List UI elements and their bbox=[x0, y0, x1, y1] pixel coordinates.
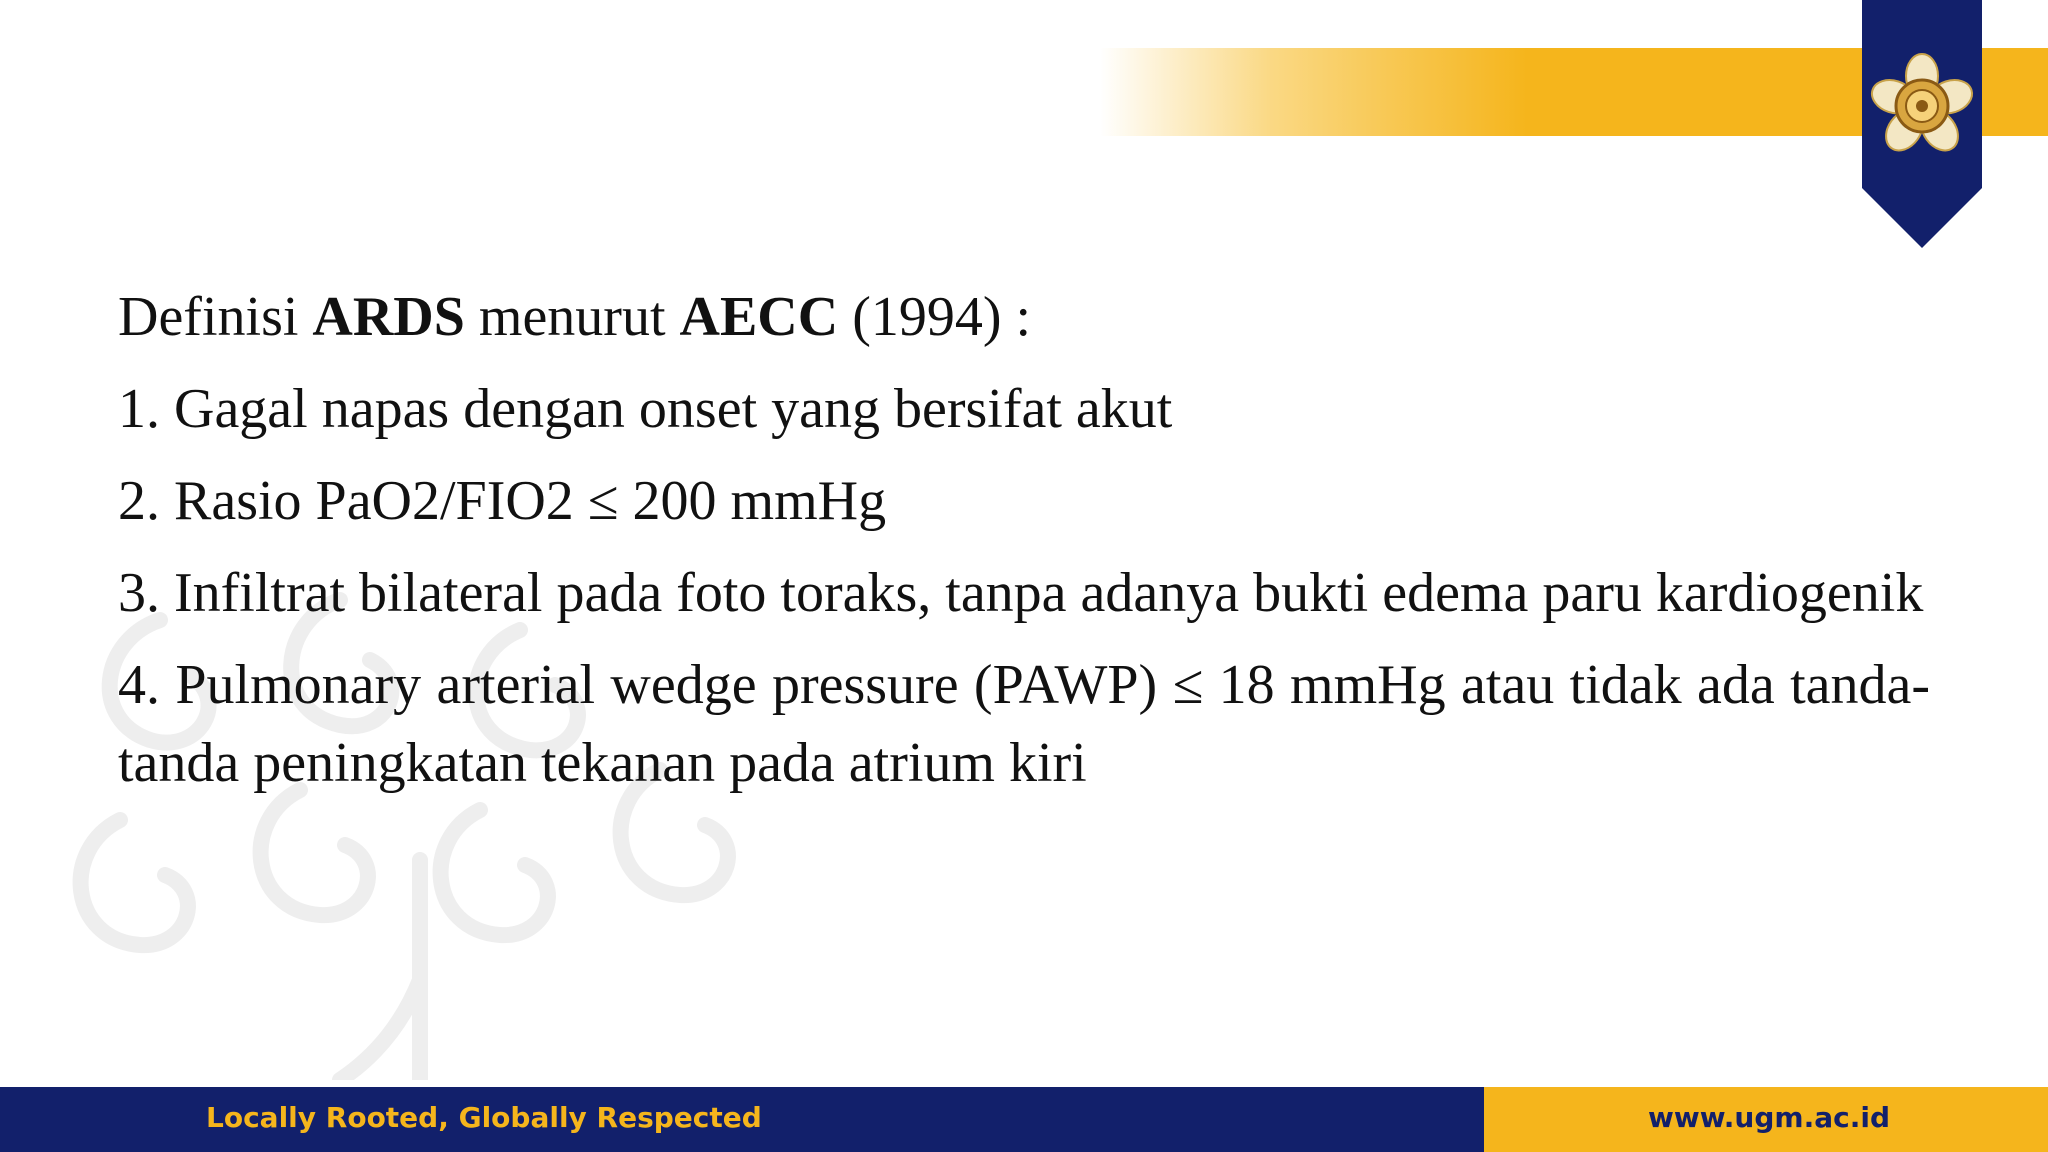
footer-left bbox=[0, 1087, 1484, 1152]
list-item-2: 2. Rasio PaO2/FIO2 ≤ 200 mmHg bbox=[118, 470, 887, 532]
term-ards: ARDS bbox=[312, 286, 465, 348]
ugm-emblem-icon bbox=[1862, 0, 1982, 248]
footer-url-link[interactable]: www.ugm.ac.id bbox=[1647, 1101, 1890, 1134]
footer-bar bbox=[0, 1087, 2048, 1152]
list-item-1: 1. Gagal napas dengan onset yang bersifat akut bbox=[118, 378, 1173, 440]
term-aecc: AECC bbox=[679, 286, 839, 348]
slide-heading: Definisi ARDS menurut AECC (1994) : bbox=[118, 286, 1032, 348]
list-item-3: 3. Infiltrat bilateral pada foto toraks, tanpa adanya bukti edema paru kardiogenik bbox=[118, 562, 1924, 624]
list-item-4: 4. Pulmonary arterial wedge pressure (PAWP) ≤ 18 mmHg atau tidak ada tanda-tanda peningkatan tekanan pada atrium kiri bbox=[118, 654, 1930, 794]
footer-tagline: Locally Rooted, Globally Respected bbox=[206, 1101, 762, 1134]
slide-body bbox=[118, 278, 1930, 816]
footer-right bbox=[1484, 1087, 2048, 1152]
